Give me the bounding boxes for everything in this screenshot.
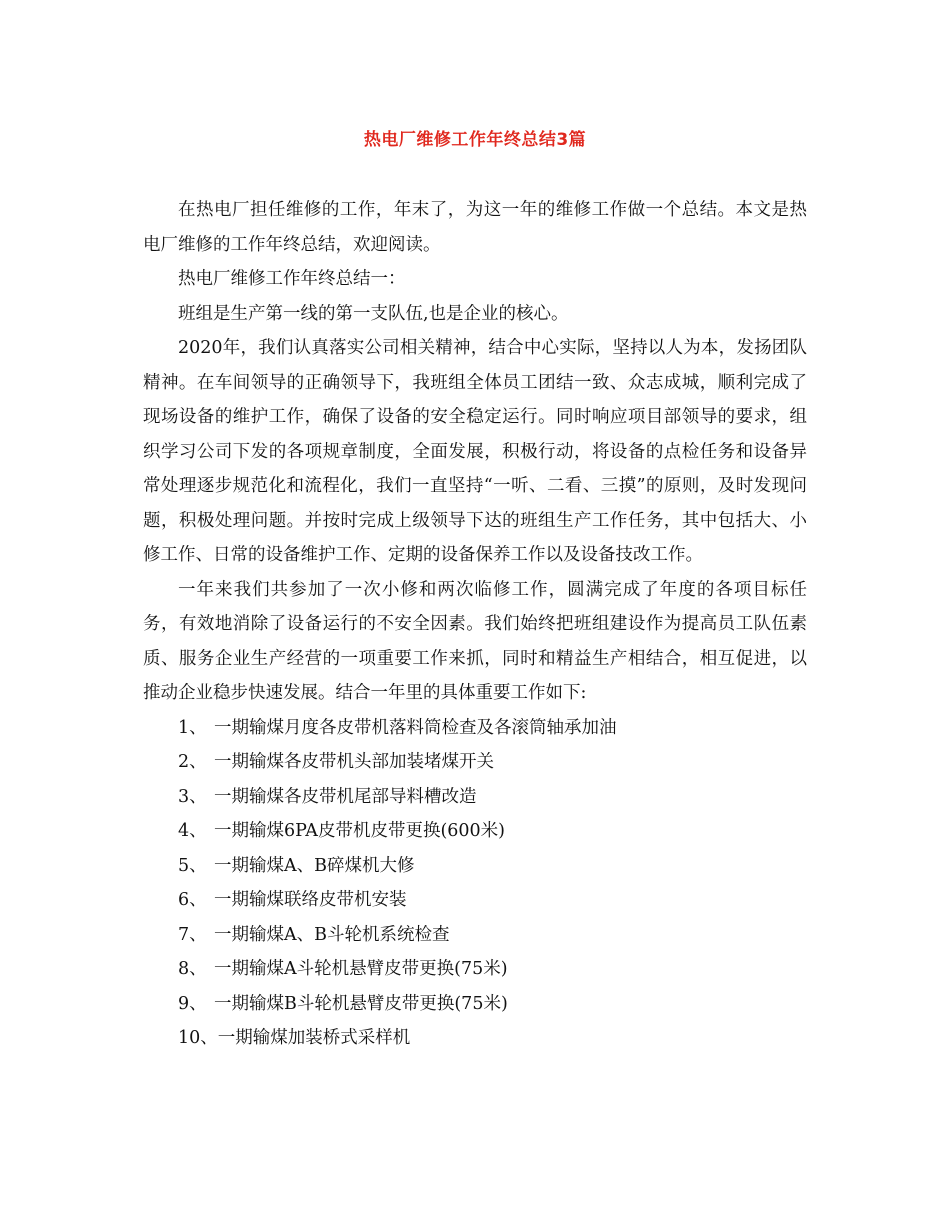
list-item-number: 10、: [178, 1028, 218, 1048]
list-item-number: 8、: [178, 959, 207, 979]
list-item: [143, 849, 807, 884]
list-item: [143, 711, 807, 746]
work-item-list: [143, 711, 807, 1056]
list-item-number: 5、: [178, 855, 207, 876]
list-item-number: 1、: [178, 717, 207, 738]
document-body: [143, 193, 807, 1056]
section-heading: 热电厂维修工作年终总结一：: [178, 269, 406, 289]
list-item-text: 一期输煤各皮带机头部加装堵煤开关: [214, 752, 494, 772]
list-item-number: 3、: [178, 786, 207, 807]
list-item-text: 一期输煤6PA皮带机皮带更换(600米): [214, 821, 505, 841]
list-item: [143, 883, 807, 918]
list-item: [143, 952, 807, 987]
body-paragraph: 一年来我们共参加了一次小修和两次临修工作，圆满完成了年度的各项目标任务，有效地消除了设备运行的不安全因素。我们始终把班组建设作为提高员工队伍素质、服务企业生产经营的一项重要工作来抓，同时和精益生产相结合，相互促进，以推动企业稳步快速发展。结合一年里的具体重要工作如下:: [143, 579, 807, 703]
body-paragraph: 班组是生产第一线的第一支队伍,也是企业的核心。: [178, 303, 569, 324]
list-item: [143, 780, 807, 815]
list-item-number: 9、: [178, 993, 207, 1014]
list-item-text: 一期输煤加装桥式采样机: [217, 1028, 411, 1048]
list-item-text: 一期输煤B斗轮机悬臂皮带更换(75米): [214, 993, 508, 1014]
list-item: [143, 1021, 807, 1056]
list-item-number: 2、: [178, 752, 207, 772]
list-item-text: 一期输煤A、B碎煤机大修: [214, 855, 415, 876]
list-item: [143, 745, 807, 780]
document-title: 热电厂维修工作年终总结3篇: [363, 130, 587, 150]
list-item: [143, 814, 807, 849]
list-item: [143, 987, 807, 1022]
list-item-text: 一期输煤联络皮带机安装: [214, 890, 407, 910]
list-item: [143, 918, 807, 953]
list-item-text: 一期输煤各皮带机尾部导料槽改造: [214, 786, 477, 807]
list-item-number: 6、: [178, 890, 207, 910]
list-item-text: 一期输煤A斗轮机悬臂皮带更换(75米): [214, 959, 508, 979]
intro-paragraph: 在热电厂担任维修的工作，年末了，为这一年的维修工作做一个总结。本文是热电厂维修的工作年终总结，欢迎阅读。: [143, 200, 807, 255]
list-item-text: 一期输煤A、B斗轮机系统检查: [214, 924, 450, 945]
body-paragraph: 2020年，我们认真落实公司相关精神，结合中心实际，坚持以人为本，发扬团队精神。在车间领导的正确领导下，我班组全体员工团结一致、众志成城，顺利完成了现场设备的维护工作，确保了设备的安全稳定运行。同时响应项目部领导的要求，组织学习公司下发的各项规章制度，全面发展，积极行动，将设备的点检任务和设备异常处理逐步规范化和流程化，我们一直坚持“一听、二看、三摸”的原则，及时发现问题，积极处理问题。并按时完成上级领导下达的班组生产工作任务，其中包括大、小修工作、日常的设备维护工作、定期的设备保养工作以及设备技改工作。: [143, 338, 807, 565]
list-item-number: 7、: [178, 924, 207, 945]
list-item-text: 一期输煤月度各皮带机落料筒检查及各滚筒轴承加油: [214, 717, 617, 738]
list-item-number: 4、: [178, 821, 207, 841]
